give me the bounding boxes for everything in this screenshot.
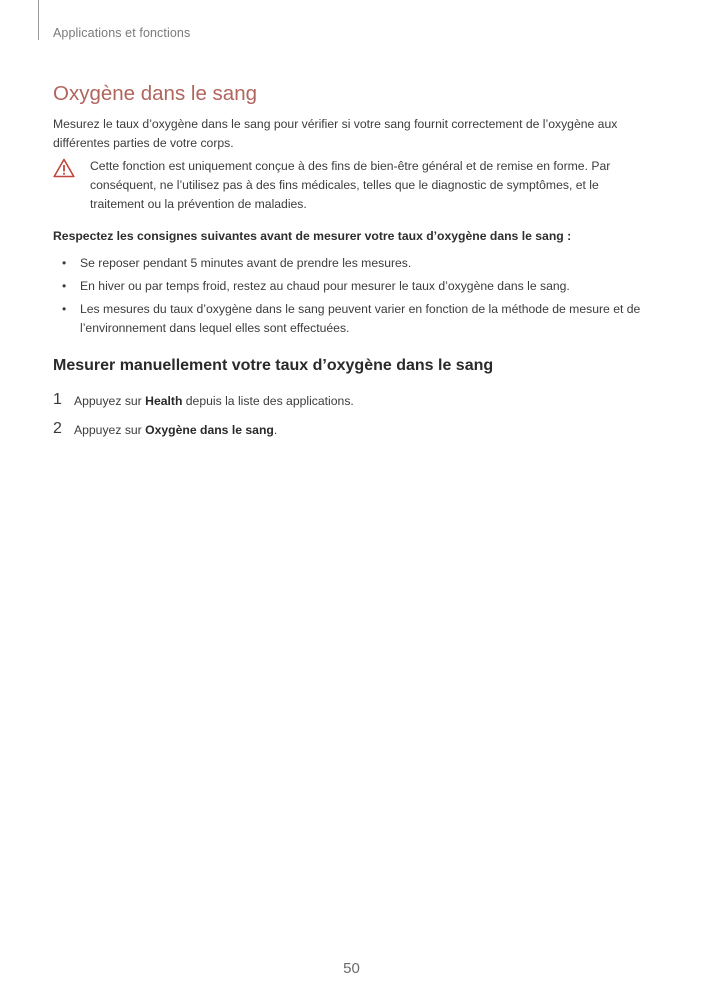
list-item bbox=[53, 254, 653, 273]
bullet-icon: • bbox=[62, 302, 67, 316]
list-item-text: Se reposer pendant 5 minutes avant de prendre les mesures. bbox=[80, 256, 412, 270]
step-number: 1 bbox=[53, 391, 62, 408]
list-item bbox=[53, 300, 653, 338]
app-name-health: Health bbox=[145, 394, 183, 408]
bullet-icon: • bbox=[62, 279, 67, 293]
page-number: 50 bbox=[343, 960, 360, 977]
page-title: Oxygène dans le sang bbox=[53, 82, 257, 105]
warning-text: Cette fonction est uniquement conçue à des fins de bien-être général et de remise en forme. Par conséquent, ne l’utilisez pas à des fins médicales, telles que le diagnostic de symptômes, et le traitement ou la prévention de maladies. bbox=[90, 159, 611, 211]
step-text-prefix: Appuyez sur bbox=[74, 423, 146, 437]
running-header: Applications et fonctions bbox=[53, 26, 191, 40]
bullet-icon: • bbox=[62, 256, 67, 270]
list-item-text: Les mesures du taux d’oxygène dans le sang peuvent varier en fonction de la méthode de mesure et de l’environnement dans lequel elles sont effectuées. bbox=[80, 302, 641, 335]
note-heading: Respectez les consignes suivantes avant de mesurer votre taux d’oxygène dans le sang : bbox=[53, 229, 572, 243]
step-text bbox=[74, 394, 354, 408]
step-text-prefix: Appuyez sur bbox=[74, 394, 146, 408]
list-item-text: En hiver ou par temps froid, restez au chaud pour mesurer le taux d’oxygène dans le sang. bbox=[80, 279, 570, 293]
warning-triangle-icon bbox=[53, 158, 75, 178]
step-text-suffix: . bbox=[273, 423, 278, 437]
precautions-list bbox=[53, 254, 653, 342]
header-divider bbox=[38, 0, 39, 40]
menu-label-oxygen: Oxygène dans le sang bbox=[145, 423, 274, 437]
step-number: 2 bbox=[53, 420, 62, 437]
step-text bbox=[74, 423, 277, 437]
list-item bbox=[53, 277, 653, 296]
intro-paragraph: Mesurez le taux d’oxygène dans le sang pour vérifier si votre sang fournit correctement de l’oxygène aux différentes parties de votre corps. bbox=[53, 117, 618, 150]
step-text-suffix: depuis la liste des applications. bbox=[182, 394, 354, 408]
section-title: Mesurer manuellement votre taux d’oxygène dans le sang bbox=[53, 357, 494, 374]
